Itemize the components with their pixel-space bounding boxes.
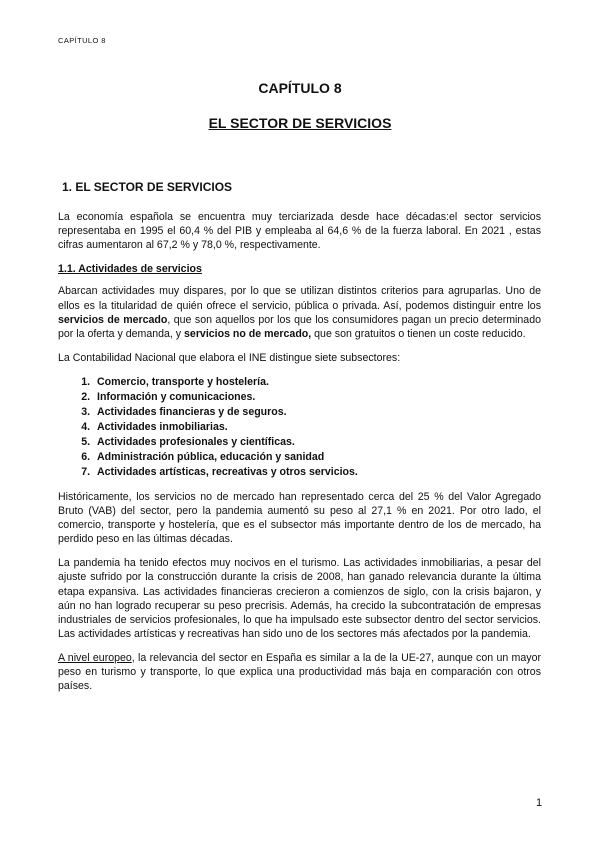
historical-paragraph: Históricamente, los servicios no de mercado han representado cerca del 25 % del Valor Agregado Bruto (VAB) del sector, pero la pandemia aumentó su peso al 27,1 % en 2021. Por otro lado, el comercio, transporte y hostelería, que es el subsector más importante dentro de los de mercado, ha perdido peso en las últimas décadas. bbox=[58, 490, 541, 546]
p1-text-2: , que son aquellos por los que los consumidores pagan un precio determinado por la oferta y demanda, y bbox=[58, 313, 541, 340]
section-heading: 1. EL SECTOR DE SERVICIOS bbox=[62, 180, 233, 194]
subsectors-list bbox=[58, 375, 541, 480]
activities-paragraph bbox=[58, 284, 541, 340]
p1-text-1: Abarcan actividades muy dispares, por lo que se utilizan distintos criterios para agruparlas. Uno de ellos es la titularidad de quién ofrece el servicio, pública o privada. Así, podemos distinguir entre los bbox=[58, 285, 541, 312]
list-item: 4. Actividades inmobiliarias. bbox=[93, 420, 541, 435]
europe-paragraph bbox=[58, 651, 541, 693]
list-item: 3. Actividades financieras y de seguros. bbox=[93, 405, 541, 420]
intro-paragraph: La economía española se encuentra muy terciarizada desde hace décadas:el sector servicios representaba en 1995 el 60,4 % del PIB y empleaba al 64,6 % de la fuerza laboral. En 2021 , estas cifras aumentaron al 67,2 % y 78,0 %, respectivamente. bbox=[58, 211, 541, 252]
list-item: 1. Comercio, transporte y hostelería. bbox=[93, 375, 541, 390]
subsectors-intro: La Contabilidad Nacional que elabora el INE distingue siete subsectores: bbox=[58, 351, 401, 364]
list-item: 2. Información y comunicaciones. bbox=[93, 390, 541, 405]
p1-text-3: que son gratuitos o tienen un coste reducido. bbox=[311, 327, 526, 340]
subsection-heading: 1.1. Actividades de servicios bbox=[58, 263, 202, 276]
chapter-subtitle: EL SECTOR DE SERVICIOS bbox=[208, 115, 392, 131]
list-item: 5. Actividades profesionales y científicas. bbox=[93, 435, 541, 450]
list-item: 7. Actividades artísticas, recreativas y otros servicios. bbox=[93, 465, 541, 480]
chapter-title: CAPÍTULO 8 bbox=[258, 80, 342, 96]
list-item: 6. Administración pública, educación y sanidad bbox=[93, 450, 541, 465]
pandemic-paragraph: La pandemia ha tenido efectos muy nocivos en el turismo. Las actividades inmobiliarias, a pesar del ajuste sufrido por la construcción durante la crisis de 2008, han ganado relevancia durante la última etapa expansiva. Las actividades financieras crecieron a comienzos de siglo, con la crisis bajaron, y aún no han logrado recuperar su peso precrisis. Además, ha crecido la subcontratación de empresas industriales de servicios profesionales, lo que ha impulsado este subsector dentro del sector servicios. Las actividades artísticas y recreativas han sido uno de los sectores más afectados por la pandemia. bbox=[58, 557, 541, 640]
non-market-services-term: servicios no de mercado, bbox=[184, 327, 312, 340]
market-services-term: servicios de mercado bbox=[58, 313, 168, 326]
page-number: 1 bbox=[536, 797, 543, 809]
document-body bbox=[58, 180, 541, 703]
europe-term: A nivel europeo bbox=[58, 651, 132, 664]
p5-text: , la relevancia del sector en España es similar a la de la UE-27, aunque con un mayor peso en turismo y transporte, lo que explica una productividad más baja en comparación con otros países. bbox=[58, 651, 541, 693]
running-header: CAPÍTULO 8 bbox=[58, 36, 106, 45]
